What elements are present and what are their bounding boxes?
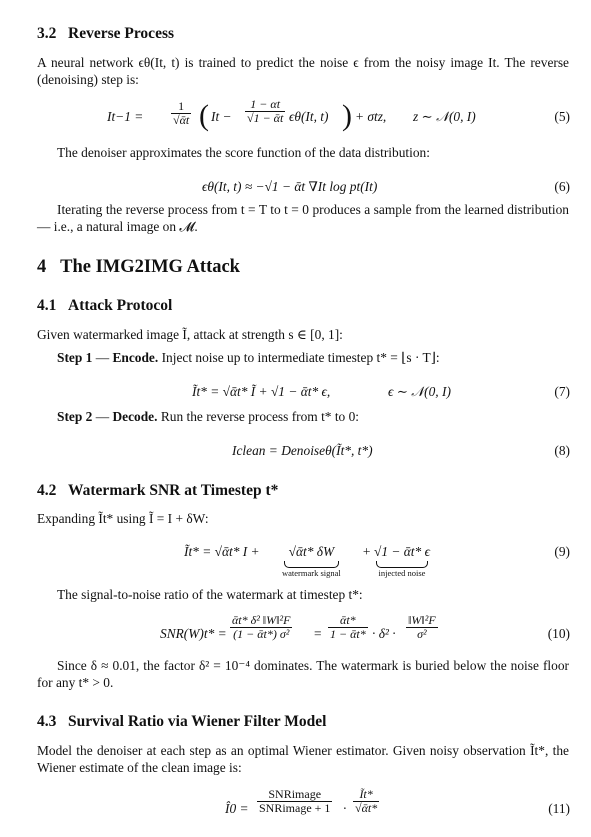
equation-number-5: (5) [554,109,570,124]
eq9-lhs: Ĩt* = √ᾱt* I + [184,544,260,559]
section-number: 4.1 [37,297,57,314]
paragraph-given-watermarked: Given watermarked image Ĩ, attack at strength s ∈ [0, 1]: [37,327,343,342]
equation-number-11: (11) [548,801,570,816]
eq11-fraction-2: $\frac{Ĩt*}{\text{√ᾱt*}}$ [355,787,378,815]
equation-9: Ĩt* = √ᾱt* I + √ᾱt* δW watermark signal + √1 − ᾱt* ϵ injected noise [184,544,430,578]
section-4-3-heading [37,713,326,730]
section-title: Watermark SNR at Timestep t* [68,482,279,499]
eq7-condition: ϵ ∼ 𝒩(0, I) [388,384,451,399]
section-title: Reverse Process [68,25,175,42]
eq5-condition: z ∼ 𝒩(0, I) [413,109,476,124]
paragraph-since-delta: Since δ ≈ 0.01, the factor δ² = 10⁻⁴ dominates. The watermark is buried below the noise floor for any t* > 0. [37,658,569,690]
equation-5: It−1 = $\frac{1}{\text{√ᾱt}}$ ( It − $\frac{1 - \alpha t}{\text{√1 − ᾱt}}$ ϵθ(It, t) ) + σtz, z ∼ 𝒩(0, I) [107,97,476,132]
eq9-watermark-term: √ᾱt* δW watermark signal [282,544,341,578]
paragraph-iterating: Iterating the reverse process from t = T to t = 0 produces a sample from the learned distribution — i.e., a natural image on 𝓜. [37,202,569,234]
equation-number-6: (6) [554,179,570,194]
equation-number-10: (10) [547,626,570,641]
watermark-signal-label: watermark signal [282,568,341,578]
eq10-lhs: SNR(W)t* = [160,626,227,641]
section-3-2-heading [37,25,174,42]
eq10-fraction-3: $\frac{\text{‖W‖²F}}{\text{σ²}}$ [408,613,436,641]
section-number: 3.2 [37,25,57,42]
eq9-noise-term: √1 − ᾱt* ϵ injected noise [374,544,430,578]
section-4-1-heading [37,297,172,314]
step-2-name: Decode. [112,409,158,424]
equation-number-9: (9) [554,544,570,559]
paragraph-expanding: Expanding Ĩt* using Ĩ = I + δW: [37,511,209,526]
eq10-fraction-2: $\frac{\text{ᾱt*}}{\text{1 − ᾱt*}}$ [330,613,366,641]
equation-8: Iclean = Denoiseθ(Ĩt*, t*) [232,443,373,458]
step-1-text: Inject noise up to intermediate timestep t* = ⌊s · T⌋: [161,350,440,365]
equation-11: Î0 = SNRimage SNRimage + 1 · $\frac{Ĩt*}{\text{√ᾱt*}}$ [225,787,378,816]
paragraph-reverse-intro: A neural network ϵθ(It, t) is trained to predict the noise ϵ from the noisy image It. The reverse (denoising) step is: [37,55,569,87]
section-title: The IMG2IMG Attack [60,257,240,277]
eq11-fraction-1: SNRimage SNRimage + 1 [259,787,331,815]
section-title: Survival Ratio via Wiener Filter Model [68,713,327,730]
paragraph-snr-intro: The signal-to-noise ratio of the watermark at timestep t*: [57,587,363,602]
step-1-label: Step 1 [57,350,93,365]
step-1-line: Step 1 — Encode. Inject noise up to intermediate timestep t* = ⌊s · T⌋: [57,350,440,365]
eq5-inner-b: ϵθ(It, t) [289,109,329,124]
equation-10: SNR(W)t* = $\frac{\text{ᾱt* δ² ‖W‖²F}}{\text{(1 − ᾱt*) σ²}}$ = $\frac{\text{ᾱt*}}{\text{1 − ᾱt*}}$ · δ² · $\frac{\text{‖W‖²F}}{\text{σ²}}$ [160,613,436,641]
section-number: 4.3 [37,713,57,730]
section-number: 4 [37,257,47,277]
eq5-tail: + σtz, [355,109,387,124]
eq5-lhs: It−1 = [107,109,144,124]
eq11-lhs: Î0 = [225,801,249,816]
equation-7: Ĩt* = √ᾱt* Ĩ + √1 − ᾱt* ϵ, [192,384,331,399]
paragraph-denoiser-score: The denoiser approximates the score function of the data distribution: [57,145,430,160]
paragraph-wiener-model: Model the denoiser at each step as an optimal Wiener estimator. Given noisy observation Ĩt*, the Wiener estimate of the clean image is: [37,743,569,775]
injected-noise-label: injected noise [378,568,426,578]
step-2-label: Step 2 [57,409,93,424]
step-2-line: Step 2 — Decode. Run the reverse process from t* to 0: [57,409,360,424]
section-number: 4.2 [37,482,57,499]
equation-number-7: (7) [554,384,570,399]
step-1-name: Encode. [112,350,159,365]
section-4-heading [37,259,240,276]
eq10-fraction-1: $\frac{\text{ᾱt* δ² ‖W‖²F}}{\text{(1 − ᾱt*) σ²}}$ [232,613,291,641]
eq5-fraction: $\frac{1}{\text{√ᾱt}}$ [173,99,190,127]
eq5-inner-fraction: $\frac{1 - \alpha t}{\text{√1 − ᾱt}}$ [247,97,284,125]
step-2-text: Run the reverse process from t* to 0: [160,409,360,424]
section-4-2-heading [37,482,278,499]
equation-6: ϵθ(It, t) ≈ −√1 − ᾱt ∇It log pt(It) [202,179,378,194]
equation-number-8: (8) [554,443,570,458]
eq5-inner-a: It − [211,109,232,124]
section-title: Attack Protocol [68,297,173,314]
